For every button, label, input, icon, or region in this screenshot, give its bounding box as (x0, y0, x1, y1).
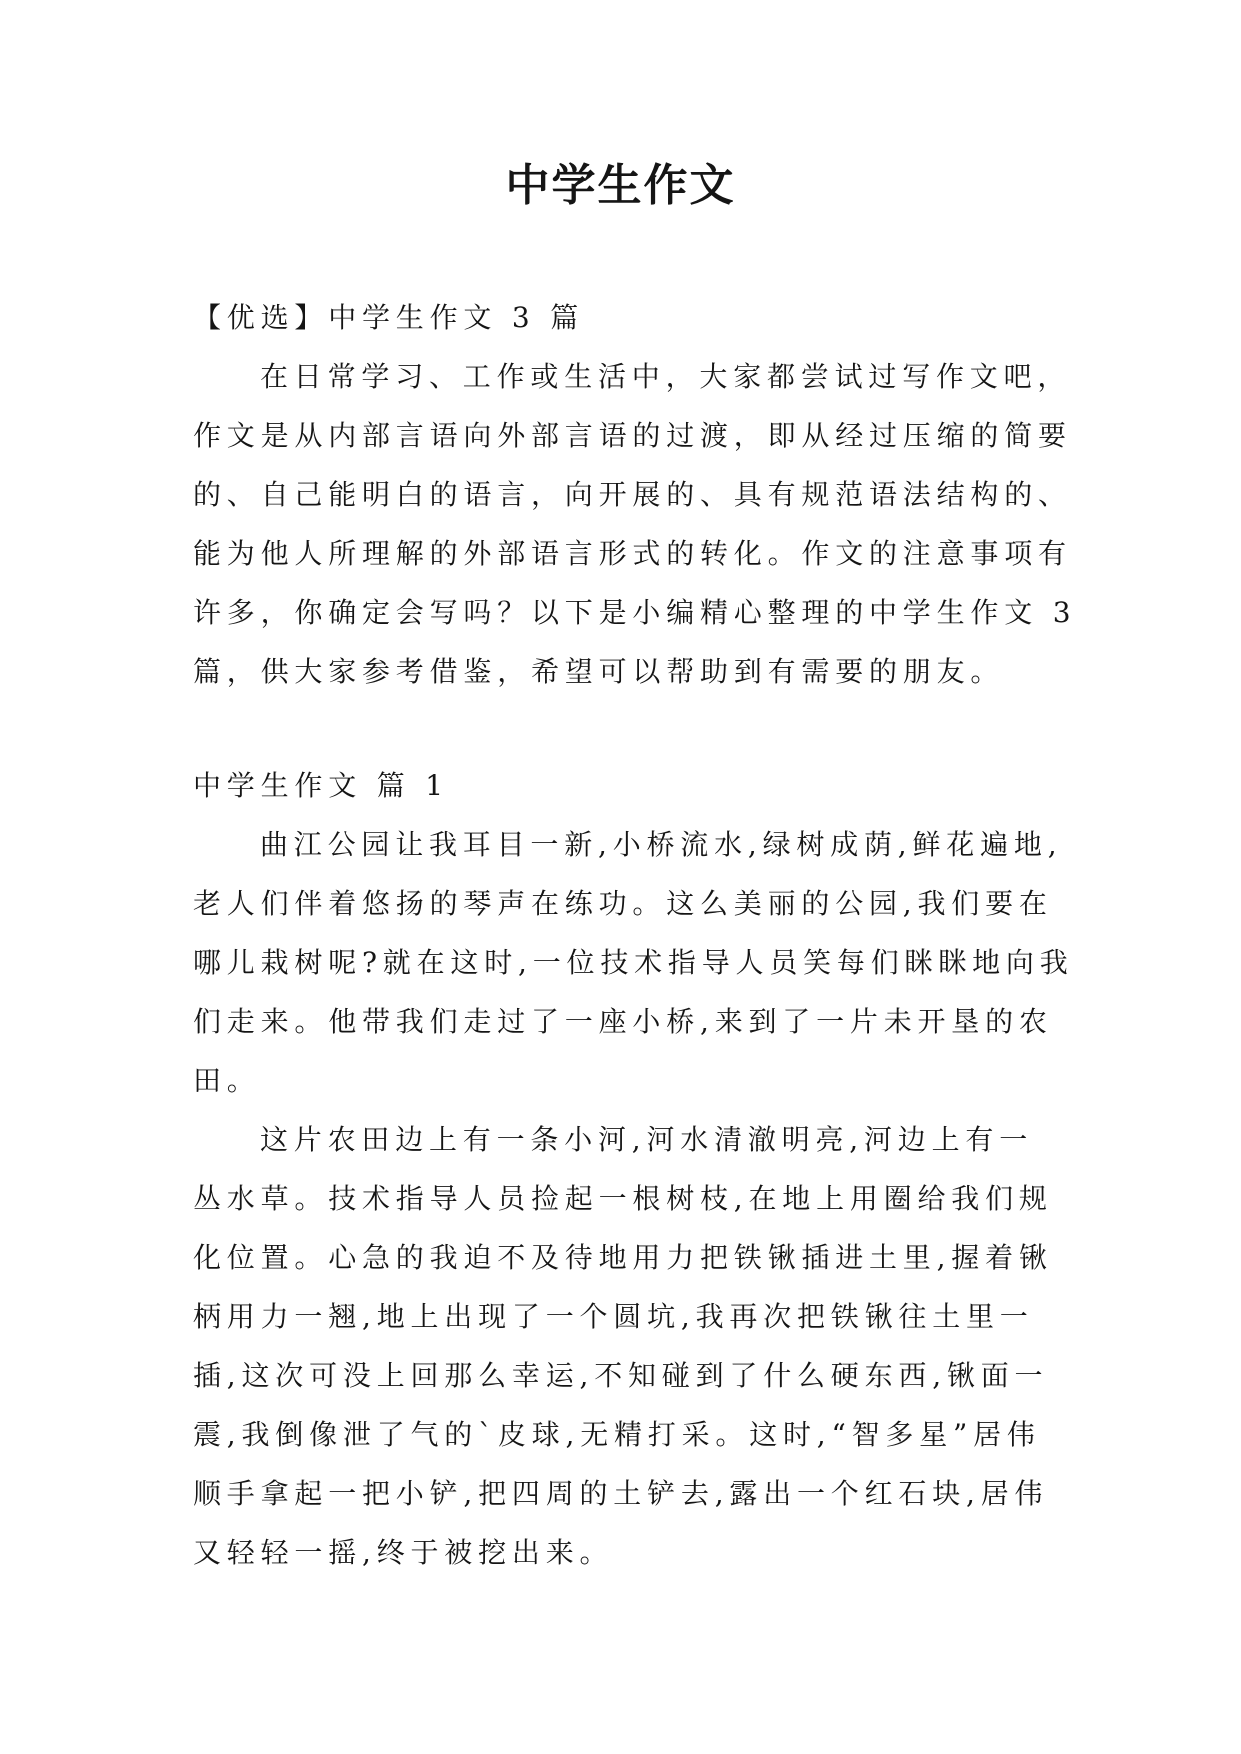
paragraph-line: 丛水草。技术指导人员捡起一根树枝,在地上用圈给我们规 (193, 1182, 1053, 1215)
paragraph-line: 震,我倒像泄了气的`皮球,无精打采。这时,“智多星”居伟 (193, 1418, 1041, 1451)
paragraph-line: 曲江公园让我耳目一新,小桥流水,绿树成荫,鲜花遍地, (260, 828, 1063, 861)
paragraph-line: 顺手拿起一把小铲,把四周的土铲去,露出一个红石块,居伟 (193, 1477, 1049, 1510)
intro-line: 在日常学习、工作或生活中，大家都尝试过写作文吧， (260, 360, 1072, 393)
section-heading: 中学生作文 篇 1 (193, 769, 449, 802)
paragraph-line: 们走来。他带我们走过了一座小桥,来到了一片未开垦的农 (193, 1005, 1053, 1038)
paragraph-line: 化位置。心急的我迫不及待地用力把铁锹插进土里,握着锹 (193, 1241, 1053, 1274)
paragraph-line: 田。 (193, 1064, 261, 1097)
paragraph-line: 又轻轻一摇,终于被挖出来。 (193, 1536, 614, 1569)
paragraph-line: 插,这次可没上回那么幸运,不知碰到了什么硬东西,锹面一 (193, 1359, 1049, 1392)
document-subtitle: 【优选】中学生作文 3 篇 (193, 301, 585, 334)
paragraph-line: 哪儿栽树呢?就在这时,一位技术指导人员笑每们眯眯地向我 (193, 946, 1074, 979)
paragraph-line: 柄用力一翘,地上出现了一个圆坑,我再次把铁锹往土里一 (193, 1300, 1034, 1333)
intro-line: 的、自己能明白的语言，向开展的、具有规范语法结构的、 (193, 478, 1072, 511)
intro-line: 篇，供大家参考借鉴，希望可以帮助到有需要的朋友。 (193, 655, 1005, 688)
document-title: 中学生作文 (505, 160, 736, 211)
intro-line: 作文是从内部言语向外部言语的过渡，即从经过压缩的简要 (193, 419, 1072, 452)
intro-line: 能为他人所理解的外部语言形式的转化。作文的注意事项有 (193, 537, 1072, 570)
section-1 (193, 756, 1093, 1582)
paragraph-line: 老人们伴着悠扬的琴声在练功。这么美丽的公园,我们要在 (193, 887, 1053, 920)
paragraph-line: 这片农田边上有一条小河,河水清澈明亮,河边上有一 (260, 1123, 1034, 1156)
intro-block (193, 288, 1093, 701)
intro-line: 许多，你确定会写吗？以下是小编精心整理的中学生作文 3 (193, 596, 1077, 629)
